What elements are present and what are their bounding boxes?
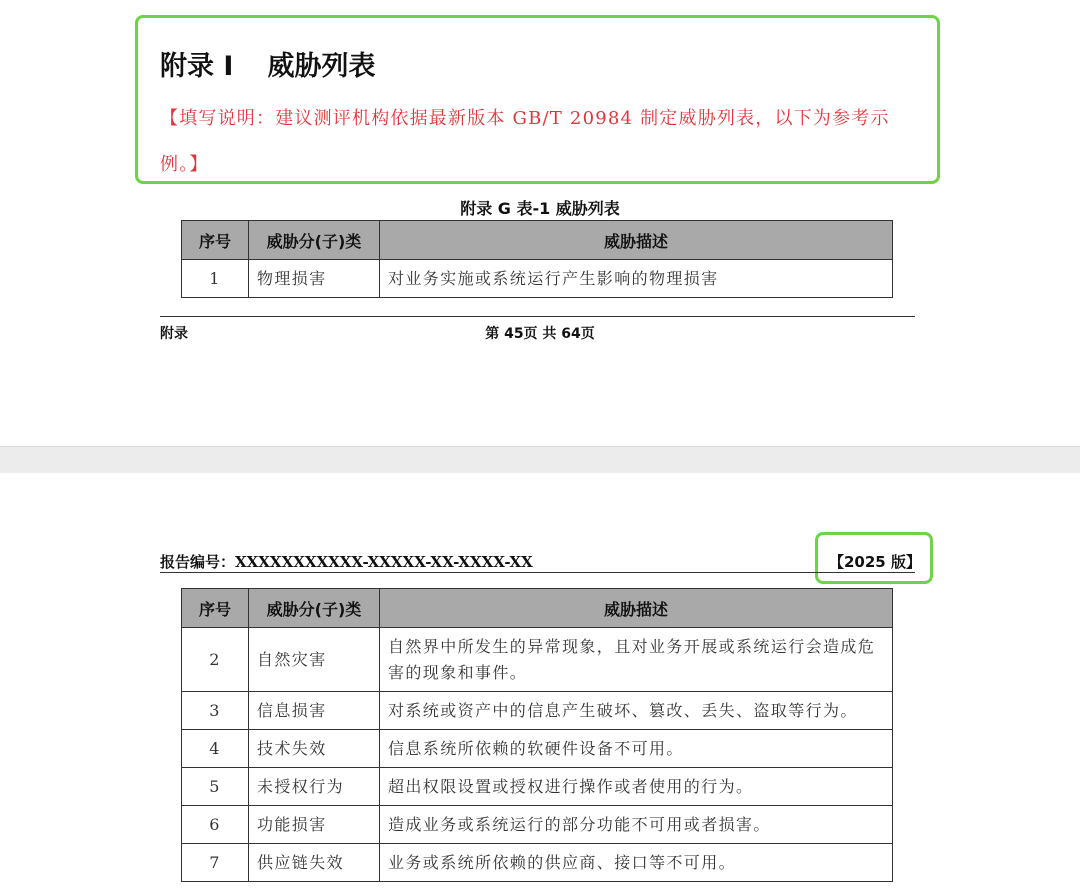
row-category: 技术失效 bbox=[249, 730, 380, 768]
row-category: 未授权行为 bbox=[249, 768, 380, 806]
header-category: 威胁分(子)类 bbox=[249, 589, 380, 628]
header-desc: 威胁描述 bbox=[380, 221, 893, 260]
table-row bbox=[182, 692, 893, 730]
row-num: 4 bbox=[182, 730, 249, 768]
report-number-value: XXXXXXXXXXX-XXXXX-XX-XXXX-XX bbox=[235, 553, 533, 571]
row-num: 1 bbox=[182, 260, 249, 298]
header-num: 序号 bbox=[182, 589, 249, 628]
version-label: 【2025 版】 bbox=[829, 553, 921, 571]
row-desc: 信息系统所依赖的软硬件设备不可用。 bbox=[380, 730, 893, 768]
table-row bbox=[182, 730, 893, 768]
table-header-row bbox=[182, 589, 893, 628]
report-number bbox=[160, 551, 533, 572]
row-category: 功能损害 bbox=[249, 806, 380, 844]
table-row bbox=[182, 260, 893, 298]
header-num: 序号 bbox=[182, 221, 249, 260]
appendix-prefix: 附录 I bbox=[160, 51, 234, 82]
row-category: 自然灾害 bbox=[249, 628, 380, 692]
table-caption: 附录 G 表-1 威胁列表 bbox=[460, 199, 620, 218]
table-row bbox=[182, 844, 893, 882]
table-row bbox=[182, 806, 893, 844]
row-desc: 对业务实施或系统运行产生影响的物理损害 bbox=[380, 260, 893, 298]
table-row bbox=[182, 628, 893, 692]
row-desc: 造成业务或系统运行的部分功能不可用或者损害。 bbox=[380, 806, 893, 844]
row-desc: 对系统或资产中的信息产生破坏、篡改、丢失、盗取等行为。 bbox=[380, 692, 893, 730]
header-category: 威胁分(子)类 bbox=[249, 221, 380, 260]
threat-table-page2 bbox=[181, 588, 893, 882]
appendix-name: 威胁列表 bbox=[267, 51, 376, 82]
report-number-label: 报告编号： bbox=[160, 553, 236, 571]
row-num: 2 bbox=[182, 628, 249, 692]
row-num: 7 bbox=[182, 844, 249, 882]
table-header-row bbox=[182, 221, 893, 260]
row-category: 信息损害 bbox=[249, 692, 380, 730]
row-desc: 业务或系统所依赖的供应商、接口等不可用。 bbox=[380, 844, 893, 882]
appendix-title bbox=[160, 44, 375, 83]
header-rule bbox=[160, 572, 915, 573]
footer-section-label: 附录 bbox=[160, 326, 188, 342]
page-separator bbox=[0, 446, 1080, 474]
header-desc: 威胁描述 bbox=[380, 589, 893, 628]
row-num: 6 bbox=[182, 806, 249, 844]
document-page-46 bbox=[0, 473, 1080, 892]
row-num: 3 bbox=[182, 692, 249, 730]
row-category: 供应链失效 bbox=[249, 844, 380, 882]
fill-in-note: 【填写说明：建议测评机构依据最新版本 GB/T 20984 制定威胁列表，以下为参考示例。】 bbox=[160, 108, 890, 175]
row-desc: 自然界中所发生的异常现象，且对业务开展或系统运行会造成危害的现象和事件。 bbox=[380, 628, 893, 692]
row-num: 5 bbox=[182, 768, 249, 806]
row-category: 物理损害 bbox=[249, 260, 380, 298]
row-desc: 超出权限设置或授权进行操作或者使用的行为。 bbox=[380, 768, 893, 806]
footer-rule bbox=[160, 316, 915, 317]
page-number: 第 45页 共 64页 bbox=[485, 326, 595, 342]
threat-table-page1 bbox=[181, 220, 893, 298]
table-row bbox=[182, 768, 893, 806]
